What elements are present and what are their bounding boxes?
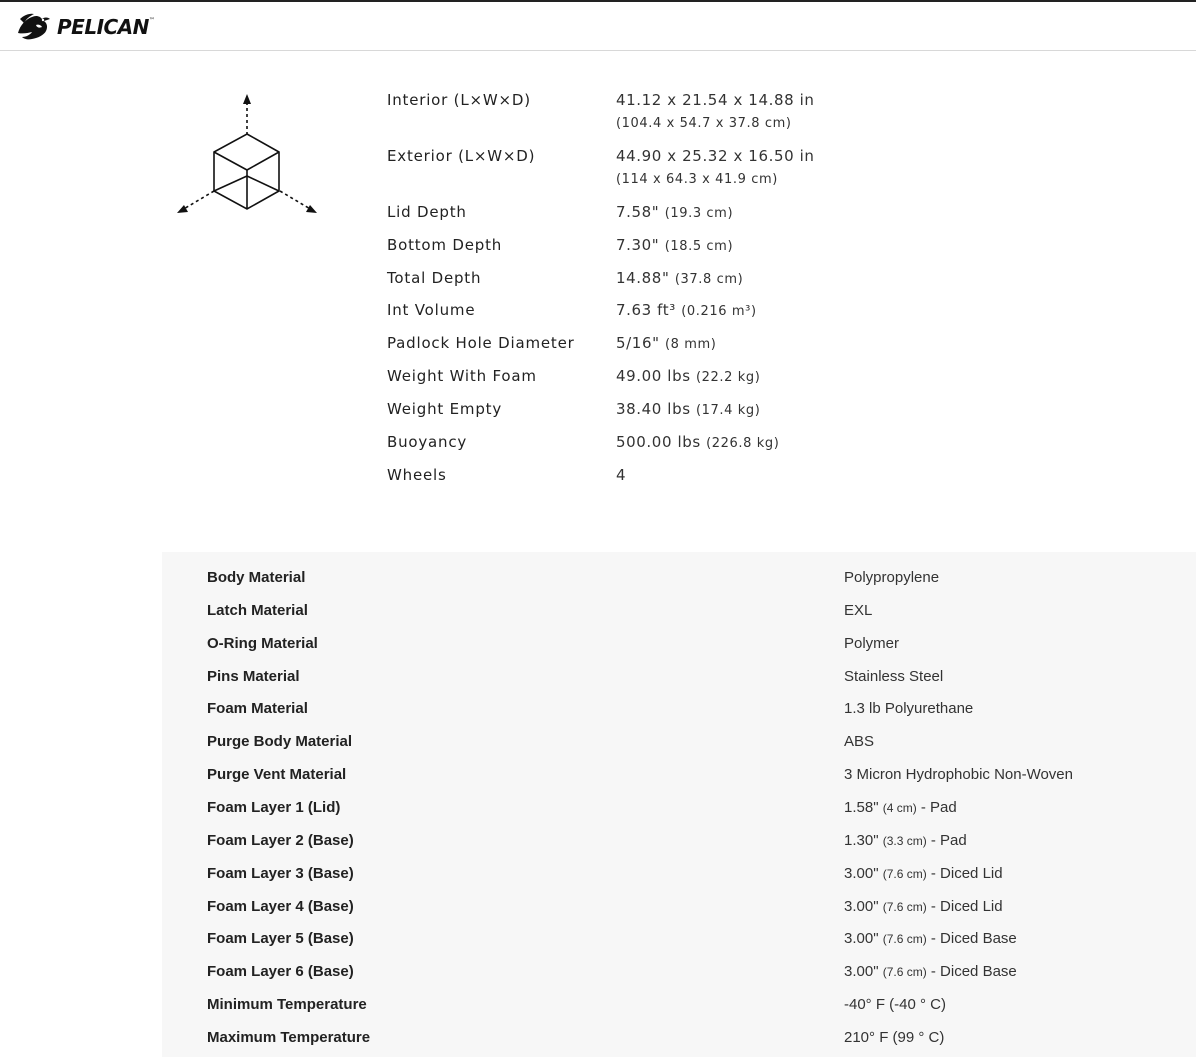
dimension-value-metric: (226.8 kg) xyxy=(706,436,780,451)
material-value-type: - Diced Lid xyxy=(930,865,1003,882)
dimension-row xyxy=(387,233,1007,257)
material-value xyxy=(844,635,899,652)
pelican-logo-link[interactable] xyxy=(14,11,155,43)
material-value-metric: (7.6 cm) xyxy=(882,900,927,914)
dimension-value-main: 5/16" xyxy=(616,334,660,352)
material-row xyxy=(162,848,1196,882)
dimension-value-metric: (18.5 cm) xyxy=(664,239,734,254)
material-row xyxy=(162,683,1196,717)
material-value-main: 1.58" xyxy=(844,799,879,816)
dimension-value-main: 44.90 x 25.32 x 16.50 in xyxy=(616,147,815,165)
brand-wordmark: PELICAN xyxy=(57,15,149,39)
dimension-value xyxy=(616,236,733,254)
dimension-label: Buoyancy xyxy=(387,433,468,451)
material-value xyxy=(844,930,1017,947)
dimension-value-main: 500.00 lbs xyxy=(616,433,701,451)
dimension-row xyxy=(387,266,1007,290)
material-value-main: 3.00" xyxy=(844,898,879,915)
material-label: Foam Layer 6 (Base) xyxy=(207,963,354,980)
material-value xyxy=(844,963,1017,980)
dimension-label: Total Depth xyxy=(387,269,482,287)
dimension-row xyxy=(387,88,1007,131)
material-label: Maximum Temperature xyxy=(207,1029,371,1046)
pelican-bird-icon xyxy=(14,11,56,43)
material-value-main: Polymer xyxy=(844,635,900,652)
material-row xyxy=(162,618,1196,652)
material-label: Latch Material xyxy=(207,602,308,619)
dimension-value-main: 41.12 x 21.54 x 14.88 in xyxy=(616,91,815,109)
materials-table xyxy=(162,552,1196,1057)
dimension-label: Interior (L×W×D) xyxy=(387,91,531,109)
dimension-value-metric: (17.4 kg) xyxy=(696,403,761,418)
material-label: Foam Layer 3 (Base) xyxy=(207,865,354,882)
dimension-value-metric: (37.8 cm) xyxy=(674,272,744,287)
dimension-value-metric: (22.2 kg) xyxy=(696,370,761,385)
material-value-main: 210° F (99 ° C) xyxy=(844,1029,945,1046)
material-label: Body Material xyxy=(207,569,306,586)
material-row xyxy=(162,782,1196,816)
material-value-main: 3.00" xyxy=(844,963,879,980)
material-value xyxy=(844,733,874,750)
dimension-value-main: 7.63 ft³ xyxy=(616,301,676,319)
material-value xyxy=(844,832,967,849)
dimension-label: Weight With Foam xyxy=(387,367,537,385)
material-value-metric: (7.6 cm) xyxy=(882,932,927,946)
material-value xyxy=(844,766,1073,783)
dimension-value-metric: (8 mm) xyxy=(664,337,717,352)
material-row xyxy=(162,552,1196,586)
material-value xyxy=(844,996,946,1013)
dimension-value xyxy=(616,269,743,287)
material-row xyxy=(162,881,1196,915)
dimension-label: Wheels xyxy=(387,466,447,484)
material-value-metric: (4 cm) xyxy=(882,801,917,815)
dimension-row xyxy=(387,430,1007,454)
dimension-row xyxy=(387,144,1007,187)
material-value-type: - Diced Base xyxy=(930,963,1017,980)
cube-axes-icon xyxy=(170,88,330,218)
material-label: Purge Vent Material xyxy=(207,766,347,783)
dimension-label: Bottom Depth xyxy=(387,236,503,254)
dimension-value-main: 49.00 lbs xyxy=(616,367,691,385)
material-value-main: -40° F (-40 ° C) xyxy=(844,996,947,1013)
dimension-value-main: 4 xyxy=(616,466,627,484)
dimension-value xyxy=(616,400,760,418)
material-value-type: - Pad xyxy=(930,832,967,849)
dimension-metric: (114 x 64.3 x 41.9 cm) xyxy=(616,172,778,187)
material-value-main: Polypropylene xyxy=(844,569,940,586)
material-value-main: 3 Micron Hydrophobic Non-Woven xyxy=(844,766,1073,783)
material-label: Foam Layer 5 (Base) xyxy=(207,930,354,947)
dimension-value-metric: (0.216 m³) xyxy=(681,304,757,319)
dimension-value xyxy=(616,203,733,221)
dimension-value-metric: (19.3 cm) xyxy=(664,206,734,221)
material-value-main: 3.00" xyxy=(844,930,879,947)
material-label: Foam Material xyxy=(207,700,308,717)
material-row xyxy=(162,815,1196,849)
dimension-value xyxy=(616,367,760,385)
material-label: Foam Layer 2 (Base) xyxy=(207,832,354,849)
material-value xyxy=(844,602,872,619)
dimension-value xyxy=(616,91,815,109)
dimension-row xyxy=(387,298,1007,322)
dimension-value xyxy=(616,334,716,352)
material-value-metric: (3.3 cm) xyxy=(882,834,927,848)
material-label: Pins Material xyxy=(207,668,300,685)
material-value-main: 1.3 lb Polyurethane xyxy=(844,700,974,717)
material-value-main: EXL xyxy=(844,602,873,619)
dimension-value xyxy=(616,433,779,451)
material-value-metric: (7.6 cm) xyxy=(882,965,927,979)
material-row xyxy=(162,913,1196,947)
dimension-label: Lid Depth xyxy=(387,203,467,221)
material-value-type: - Pad xyxy=(920,799,957,816)
material-row xyxy=(162,585,1196,619)
material-value xyxy=(844,700,973,717)
material-row xyxy=(162,1012,1196,1046)
dimension-value-main: 7.58" xyxy=(616,203,660,221)
material-value xyxy=(844,1029,944,1046)
dimension-label: Padlock Hole Diameter xyxy=(387,334,575,352)
material-label: Minimum Temperature xyxy=(207,996,367,1013)
material-row xyxy=(162,716,1196,750)
dimension-value xyxy=(616,147,815,165)
dimension-row xyxy=(387,200,1007,224)
material-value-main: Stainless Steel xyxy=(844,668,944,685)
material-value xyxy=(844,569,939,586)
dimension-value xyxy=(616,301,757,319)
material-row xyxy=(162,749,1196,783)
material-value-metric: (7.6 cm) xyxy=(882,867,927,881)
material-label: Foam Layer 1 (Lid) xyxy=(207,799,341,816)
material-row xyxy=(162,651,1196,685)
material-row xyxy=(162,979,1196,1013)
dimension-row xyxy=(387,397,1007,421)
material-value-type: - Diced Base xyxy=(930,930,1017,947)
material-label: O-Ring Material xyxy=(207,635,318,652)
material-value-main: ABS xyxy=(844,733,875,750)
material-label: Foam Layer 4 (Base) xyxy=(207,898,354,915)
dimension-row xyxy=(387,331,1007,355)
material-label: Purge Body Material xyxy=(207,733,353,750)
dimension-value-main: 14.88" xyxy=(616,269,670,287)
material-value xyxy=(844,865,1003,882)
dimension-label: Int Volume xyxy=(387,301,476,319)
site-header xyxy=(0,2,1196,51)
dimension-label: Exterior (L×W×D) xyxy=(387,147,536,165)
trademark-symbol: ™ xyxy=(148,16,155,24)
dimension-row xyxy=(387,463,1007,487)
material-value-type: - Diced Lid xyxy=(930,898,1003,915)
dimension-value-main: 38.40 lbs xyxy=(616,400,691,418)
dimension-metric: (104.4 x 54.7 x 37.8 cm) xyxy=(616,116,792,131)
material-value-main: 3.00" xyxy=(844,865,879,882)
material-value xyxy=(844,799,957,816)
material-row xyxy=(162,946,1196,980)
dimension-label: Weight Empty xyxy=(387,400,502,418)
dimension-row xyxy=(387,364,1007,388)
dimension-value-main: 7.30" xyxy=(616,236,660,254)
dimension-value xyxy=(616,466,626,484)
material-value-main: 1.30" xyxy=(844,832,879,849)
